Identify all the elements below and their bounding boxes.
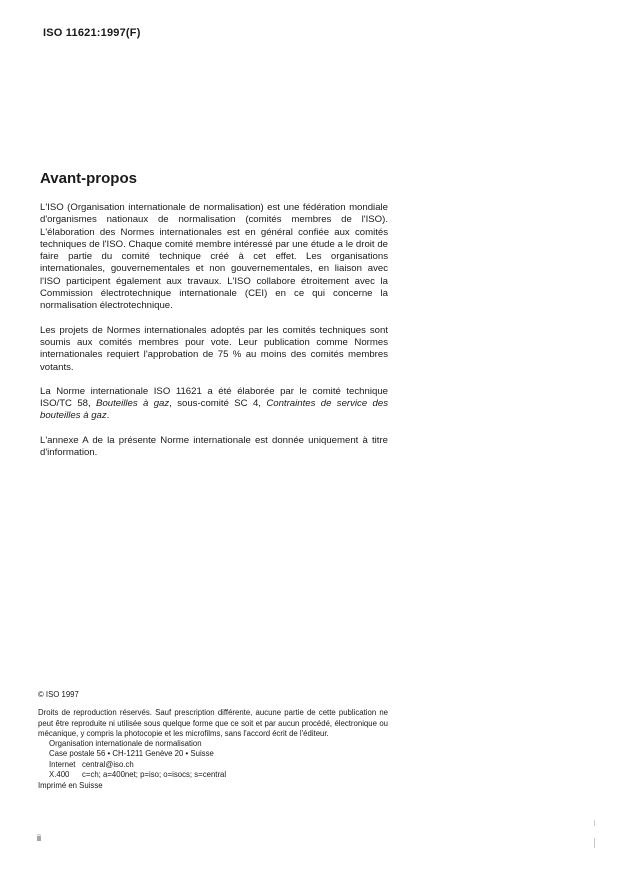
copyright-block	[38, 690, 388, 792]
internet-label: Internet	[49, 759, 76, 769]
paragraph-committee	[40, 386, 388, 423]
page-title: Avant-propos	[40, 170, 137, 187]
paragraph-iso-description: L'ISO (Organisation internationale de normalisation) est une fédération mondiale d'organismes nationaux de normalisation (comités membres de l'ISO). L'élaboration des Normes internationales est en général confiée aux comités techniques de l'ISO. Chaque comité membre intéressé par une étude a le droit de faire partie du comité technique créé à cet effet. Les organisations internationales, gouvernementales et non gouvernementales, en liaison avec l'ISO participent également aux travaux. L'ISO collabore étroitement avec la Commission électrotechnique internationale (CEI) en ce qui concerne la normalisation électrotechnique.	[40, 202, 388, 312]
subcommittee-text: , sous-comité SC 4,	[169, 398, 267, 410]
committee-title: Bouteilles à gaz	[96, 398, 170, 410]
x400-label: X.400	[49, 770, 70, 780]
scan-mark	[594, 820, 595, 826]
subcommittee-title: Contraintes de service des bouteilles à gaz	[40, 398, 388, 422]
paragraph-draft-standards: Les projets de Normes internationales adoptés par les comités techniques sont soumis aux comités membres pour vote. Leur publication comme Normes internationales requiert l'approbation de 75 % au moins des comités membres votants.	[40, 324, 388, 373]
committee-text: La Norme internationale ISO 11621 a été élaborée par le comité technique ISO/TC 58,	[40, 385, 388, 410]
postal-address: Case postale 56 • CH-1211 Genève 20 • Suisse	[49, 749, 214, 759]
scan-mark	[594, 838, 595, 848]
x400-address: c=ch; a=400net; p=iso; o=isocs; s=central	[82, 770, 227, 780]
x400-contact	[49, 770, 388, 780]
internet-address: central@iso.ch	[82, 759, 134, 769]
rights-statement: Droits de reproduction réservés. Sauf prescription différente, aucune partie de cette publication ne peut être reproduite ni utilisée sous quelque forme que ce soit et par aucun procédé, électronique ou mécanique, y compris la photocopie et les microfilms, sans l'accord écrit de l'éditeur.	[38, 708, 388, 738]
committee-period: .	[106, 410, 110, 422]
internet-contact	[49, 760, 388, 770]
copyright-notice: © ISO 1997	[38, 690, 79, 699]
publisher-address	[38, 739, 388, 780]
foreword-body	[40, 202, 388, 459]
printed-in: Imprimé en Suisse	[38, 781, 103, 791]
paragraph-annex: L'annexe A de la présente Norme internationale est donnée uniquement à titre d'information.	[40, 434, 388, 459]
document-identifier: ISO 11621:1997(F)	[43, 27, 141, 39]
organisation-name: Organisation internationale de normalisation	[49, 739, 202, 749]
page-number: ii	[37, 833, 41, 843]
